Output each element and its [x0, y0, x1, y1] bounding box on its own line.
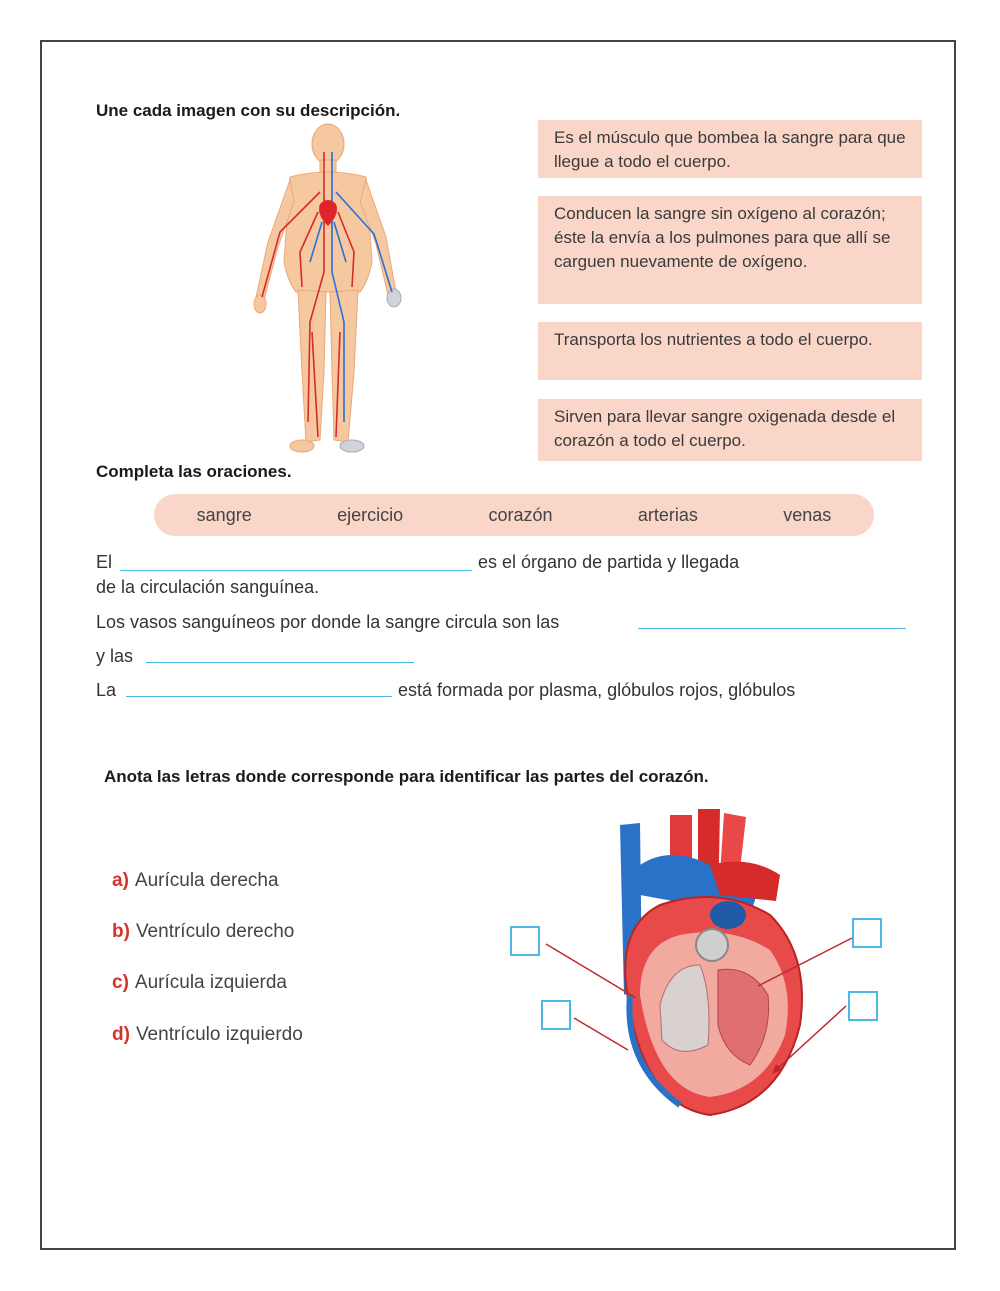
sentence3-start: La	[96, 680, 117, 700]
part-label: Ventrículo izquierdo	[135, 1024, 303, 1045]
answer-box-2[interactable]	[541, 1000, 571, 1030]
description-box-4[interactable]: Sirven para llevar sangre oxigenada desde el corazón a todo el cuerpo.	[538, 399, 922, 461]
sentence1-start: El	[96, 552, 113, 572]
part-letter: b)	[112, 921, 130, 942]
description-box-2[interactable]: Conducen la sangre sin oxígeno al corazón; éste la envía a los pulmones para que allí se carguen nuevamente de oxígeno.	[538, 196, 922, 304]
part-letter: c)	[112, 972, 129, 993]
description-box-3[interactable]: Transporta los nutrientes a todo el cuerpo.	[538, 322, 922, 380]
word-bank-item[interactable]: venas	[783, 504, 832, 525]
section2-heading: Completa las oraciones.	[96, 462, 292, 481]
part-label: Aurícula izquierda	[134, 972, 287, 993]
answer-box-1[interactable]	[510, 926, 540, 956]
sentence2-start: Los vasos sanguíneos por donde la sangre circula son las	[96, 612, 560, 632]
part-label: Aurícula derecha	[134, 870, 279, 891]
sentence1-end: es el órgano de partida y llegada	[478, 552, 740, 572]
word-bank-item[interactable]: corazón	[488, 504, 553, 525]
description-box-1[interactable]: Es el músculo que bombea la sangre para que llegue a todo el cuerpo.	[538, 120, 922, 178]
part-label: Ventrículo derecho	[135, 921, 295, 942]
word-bank-item[interactable]: arterias	[637, 504, 698, 525]
answer-box-3[interactable]	[852, 918, 882, 948]
section3-heading: Anota las letras donde corresponde para identificar las partes del corazón.	[104, 767, 709, 786]
word-bank-item[interactable]: ejercicio	[337, 504, 404, 525]
sentence3-end: está formada por plasma, glóbulos rojos, glóbulos	[398, 680, 796, 700]
section1-heading: Une cada imagen con su descripción.	[96, 101, 401, 120]
part-letter: d)	[112, 1024, 130, 1045]
answer-box-4[interactable]	[848, 991, 878, 1021]
sentence1-line2: de la circulación sanguínea.	[96, 577, 320, 597]
part-letter: a)	[112, 870, 129, 891]
sentence2-line2: y las	[96, 646, 134, 666]
word-bank-item[interactable]: sangre	[196, 504, 252, 525]
